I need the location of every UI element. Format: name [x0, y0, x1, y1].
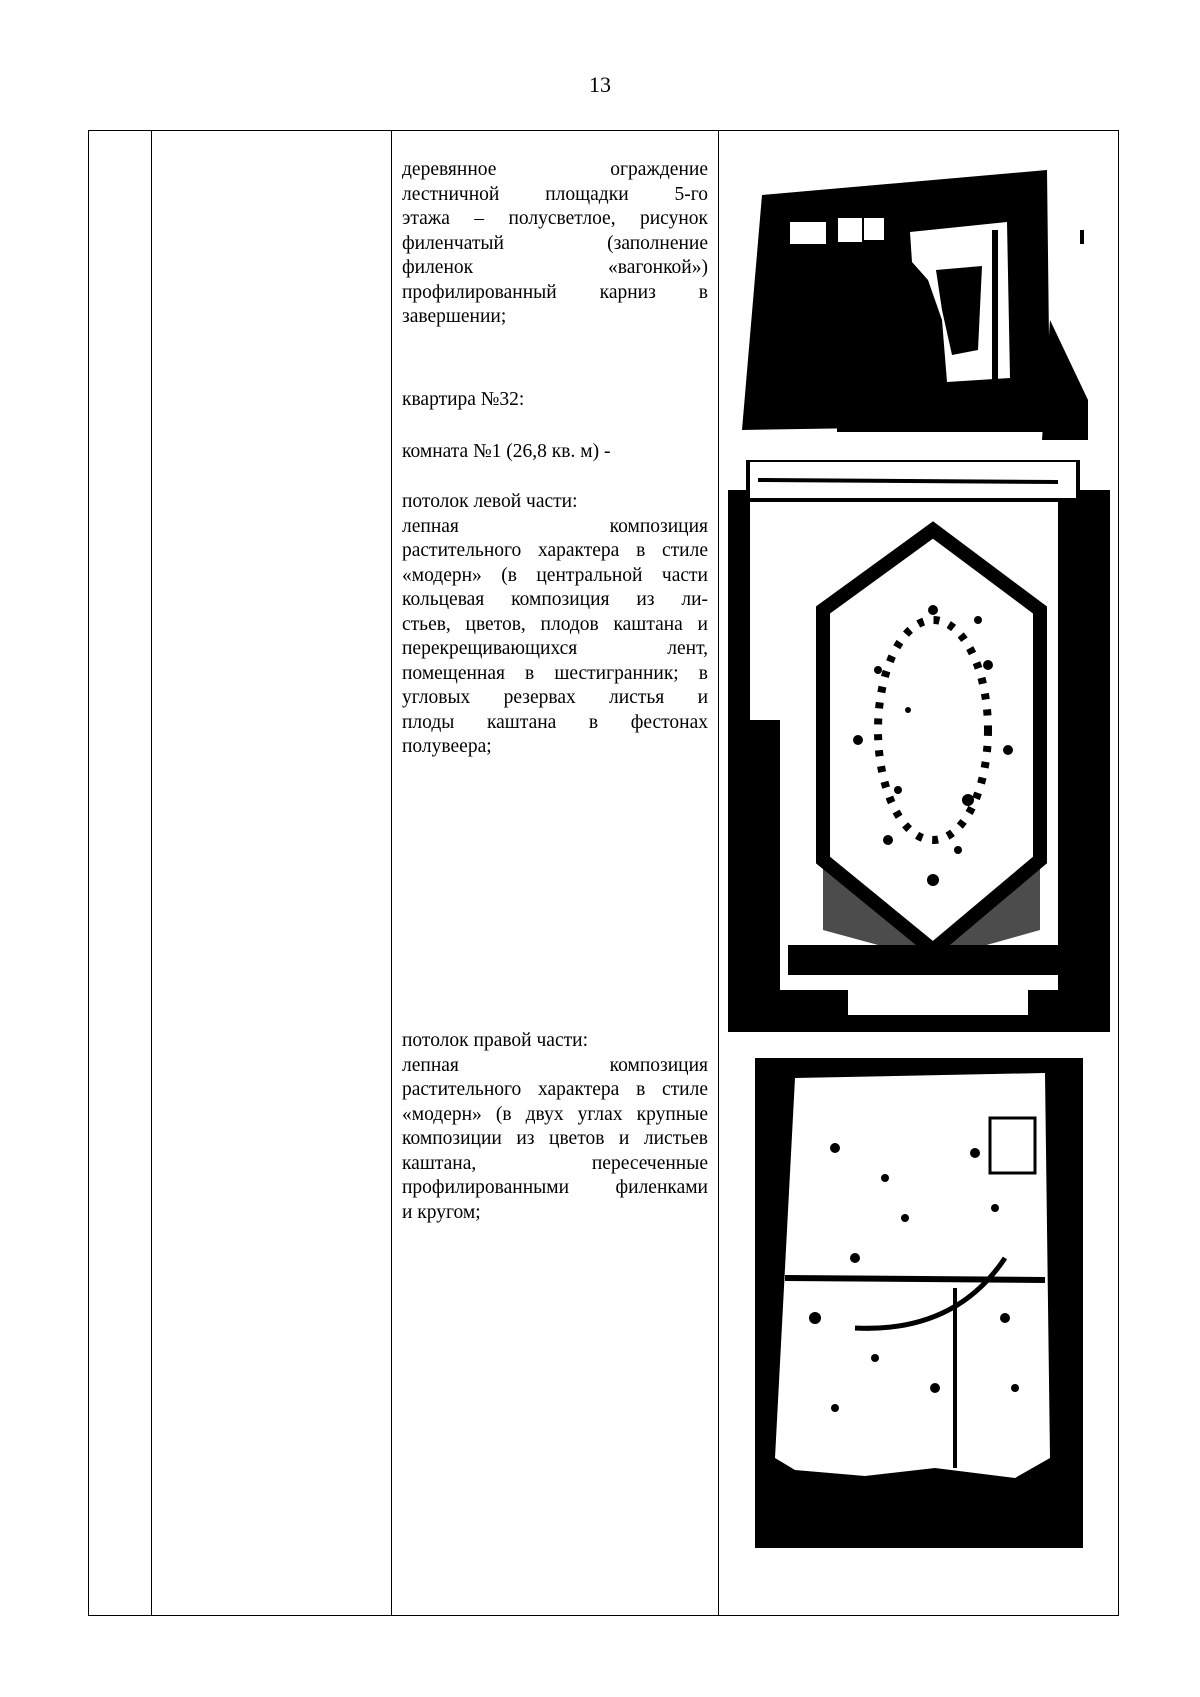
text-line: композиции из цветов и листьев: [402, 1128, 708, 1149]
railing-photo: [742, 160, 1088, 440]
text-line: растительного характера в стиле: [402, 1079, 708, 1100]
text-line: профилированными филенками: [402, 1177, 708, 1198]
text-line: каштана, пересеченные: [402, 1152, 708, 1174]
text-line: «модерн» (в центральной части: [402, 564, 708, 586]
text-line: плоды каштана в фестонах: [402, 711, 708, 733]
right-ceiling-heading: потолок правой части:: [402, 1030, 588, 1051]
text-line: деревянное ограждение: [402, 159, 708, 180]
room-heading: комната №1 (26,8 кв. м) -: [402, 441, 611, 462]
text-line: «модерн» (в двух углах крупные: [402, 1103, 708, 1125]
text-line: перекрещивающихся лент,: [402, 638, 708, 659]
text-line: лестничной площадки 5-го: [402, 183, 708, 205]
left-ceiling-description: [402, 490, 708, 760]
ceiling-right-photo: [755, 1058, 1083, 1548]
text-line: филенчатый (заполнение: [402, 232, 708, 254]
text-line: угловых резервах листья и: [402, 687, 708, 708]
text-line: растительного характера в стиле: [402, 540, 708, 561]
left-ceiling-heading: потолок левой части:: [402, 491, 578, 512]
column-divider: [391, 131, 392, 1615]
text-line: кольцевая композиция из ли-: [402, 589, 708, 610]
text-line: профилированный карниз в: [402, 281, 708, 303]
ceiling-left-photo: [728, 460, 1110, 1032]
text-line: лепная композиция: [402, 515, 708, 537]
text-line: лепная композиция: [402, 1054, 708, 1076]
right-ceiling-description: [402, 1029, 708, 1225]
text-line: завершении;: [402, 306, 507, 327]
text-line: этажа – полусветлое, рисунок: [402, 208, 708, 229]
text-line: стьев, цветов, плодов каштана и: [402, 613, 708, 635]
column-divider: [718, 131, 719, 1615]
text-line: и кругом;: [402, 1201, 481, 1223]
apartment-heading: квартира №32:: [402, 389, 525, 410]
page-number: 13: [589, 72, 611, 97]
text-line: полувеера;: [402, 736, 492, 757]
column-divider: [151, 131, 152, 1615]
railing-description: [402, 158, 708, 330]
text-line: помещенная в шестигранник; в: [402, 662, 708, 684]
text-line: филенок «вагонкой»): [402, 257, 708, 278]
